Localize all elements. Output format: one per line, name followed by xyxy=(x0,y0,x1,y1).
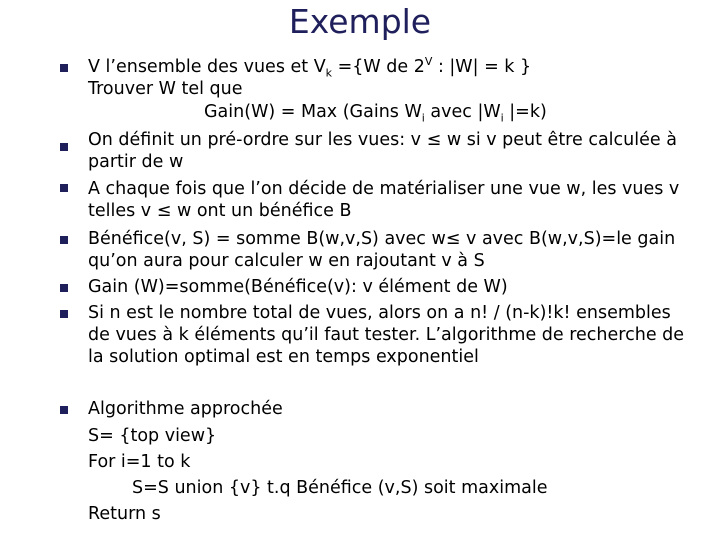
bullet-marker xyxy=(60,236,68,244)
text-span: |=k) xyxy=(503,102,547,122)
bullet-4-line-2: qu’on aura pour calculer w en rajoutant v à S xyxy=(88,251,485,271)
bullet-marker xyxy=(60,284,68,292)
bullet-3-line-2: telles v ≤ w ont un bénéfice B xyxy=(88,201,352,221)
bullet-marker xyxy=(60,143,68,151)
bullet-7-line-3: For i=1 to k xyxy=(88,452,191,472)
bullet-7-line-1: Algorithme approchée xyxy=(88,399,283,419)
bullet-5-line-1: Gain (W)=somme(Bénéfice(v): v élément de W) xyxy=(88,277,508,297)
text-span: Gain(W) = Max (Gains W xyxy=(204,102,422,122)
text-span: ={W de 2 xyxy=(332,57,425,77)
subscript: i xyxy=(421,111,425,125)
text-span: V l’ensemble des vues et V xyxy=(88,57,326,77)
slide-title: Exemple xyxy=(288,2,432,41)
bullet-1-line-2: Trouver W tel que xyxy=(88,79,243,99)
bullet-6-line-1: Si n est le nombre total de vues, alors on a n! / (n-k)!k! ensembles xyxy=(88,303,671,323)
text-span: : |W| = k } xyxy=(432,57,532,77)
bullet-7-line-5: Return s xyxy=(88,504,161,524)
bullet-3-line-1: A chaque fois que l’on décide de matérialiser une vue w, les vues v xyxy=(88,179,680,199)
subscript: k xyxy=(325,66,333,80)
subscript: i xyxy=(500,111,504,125)
bullet-2-line-2: partir de w xyxy=(88,152,184,172)
bullet-marker xyxy=(60,64,68,72)
superscript: V xyxy=(424,55,433,69)
text-span: avec |W xyxy=(424,102,501,122)
bullet-1-line-3 xyxy=(204,101,547,123)
bullet-2-line-1: On définit un pré-ordre sur les vues: v ≤ w si v peut être calculée à xyxy=(88,130,677,150)
bullet-marker xyxy=(60,184,68,192)
bullet-4-line-1: Bénéfice(v, S) = somme B(w,v,S) avec w≤ v avec B(w,v,S)=le gain xyxy=(88,229,676,249)
bullet-7-line-2: S= {top view} xyxy=(88,426,217,446)
bullet-marker xyxy=(60,406,68,414)
bullet-6-line-3: la solution optimal est en temps exponentiel xyxy=(88,347,479,367)
bullet-7-line-4: S=S union {v} t.q Bénéfice (v,S) soit maximale xyxy=(132,478,548,498)
bullet-6-line-2: de vues à k éléments qu’il faut tester. L’algorithme de recherche de xyxy=(88,325,685,345)
bullet-1-line-1 xyxy=(88,56,531,78)
bullet-marker xyxy=(60,310,68,318)
